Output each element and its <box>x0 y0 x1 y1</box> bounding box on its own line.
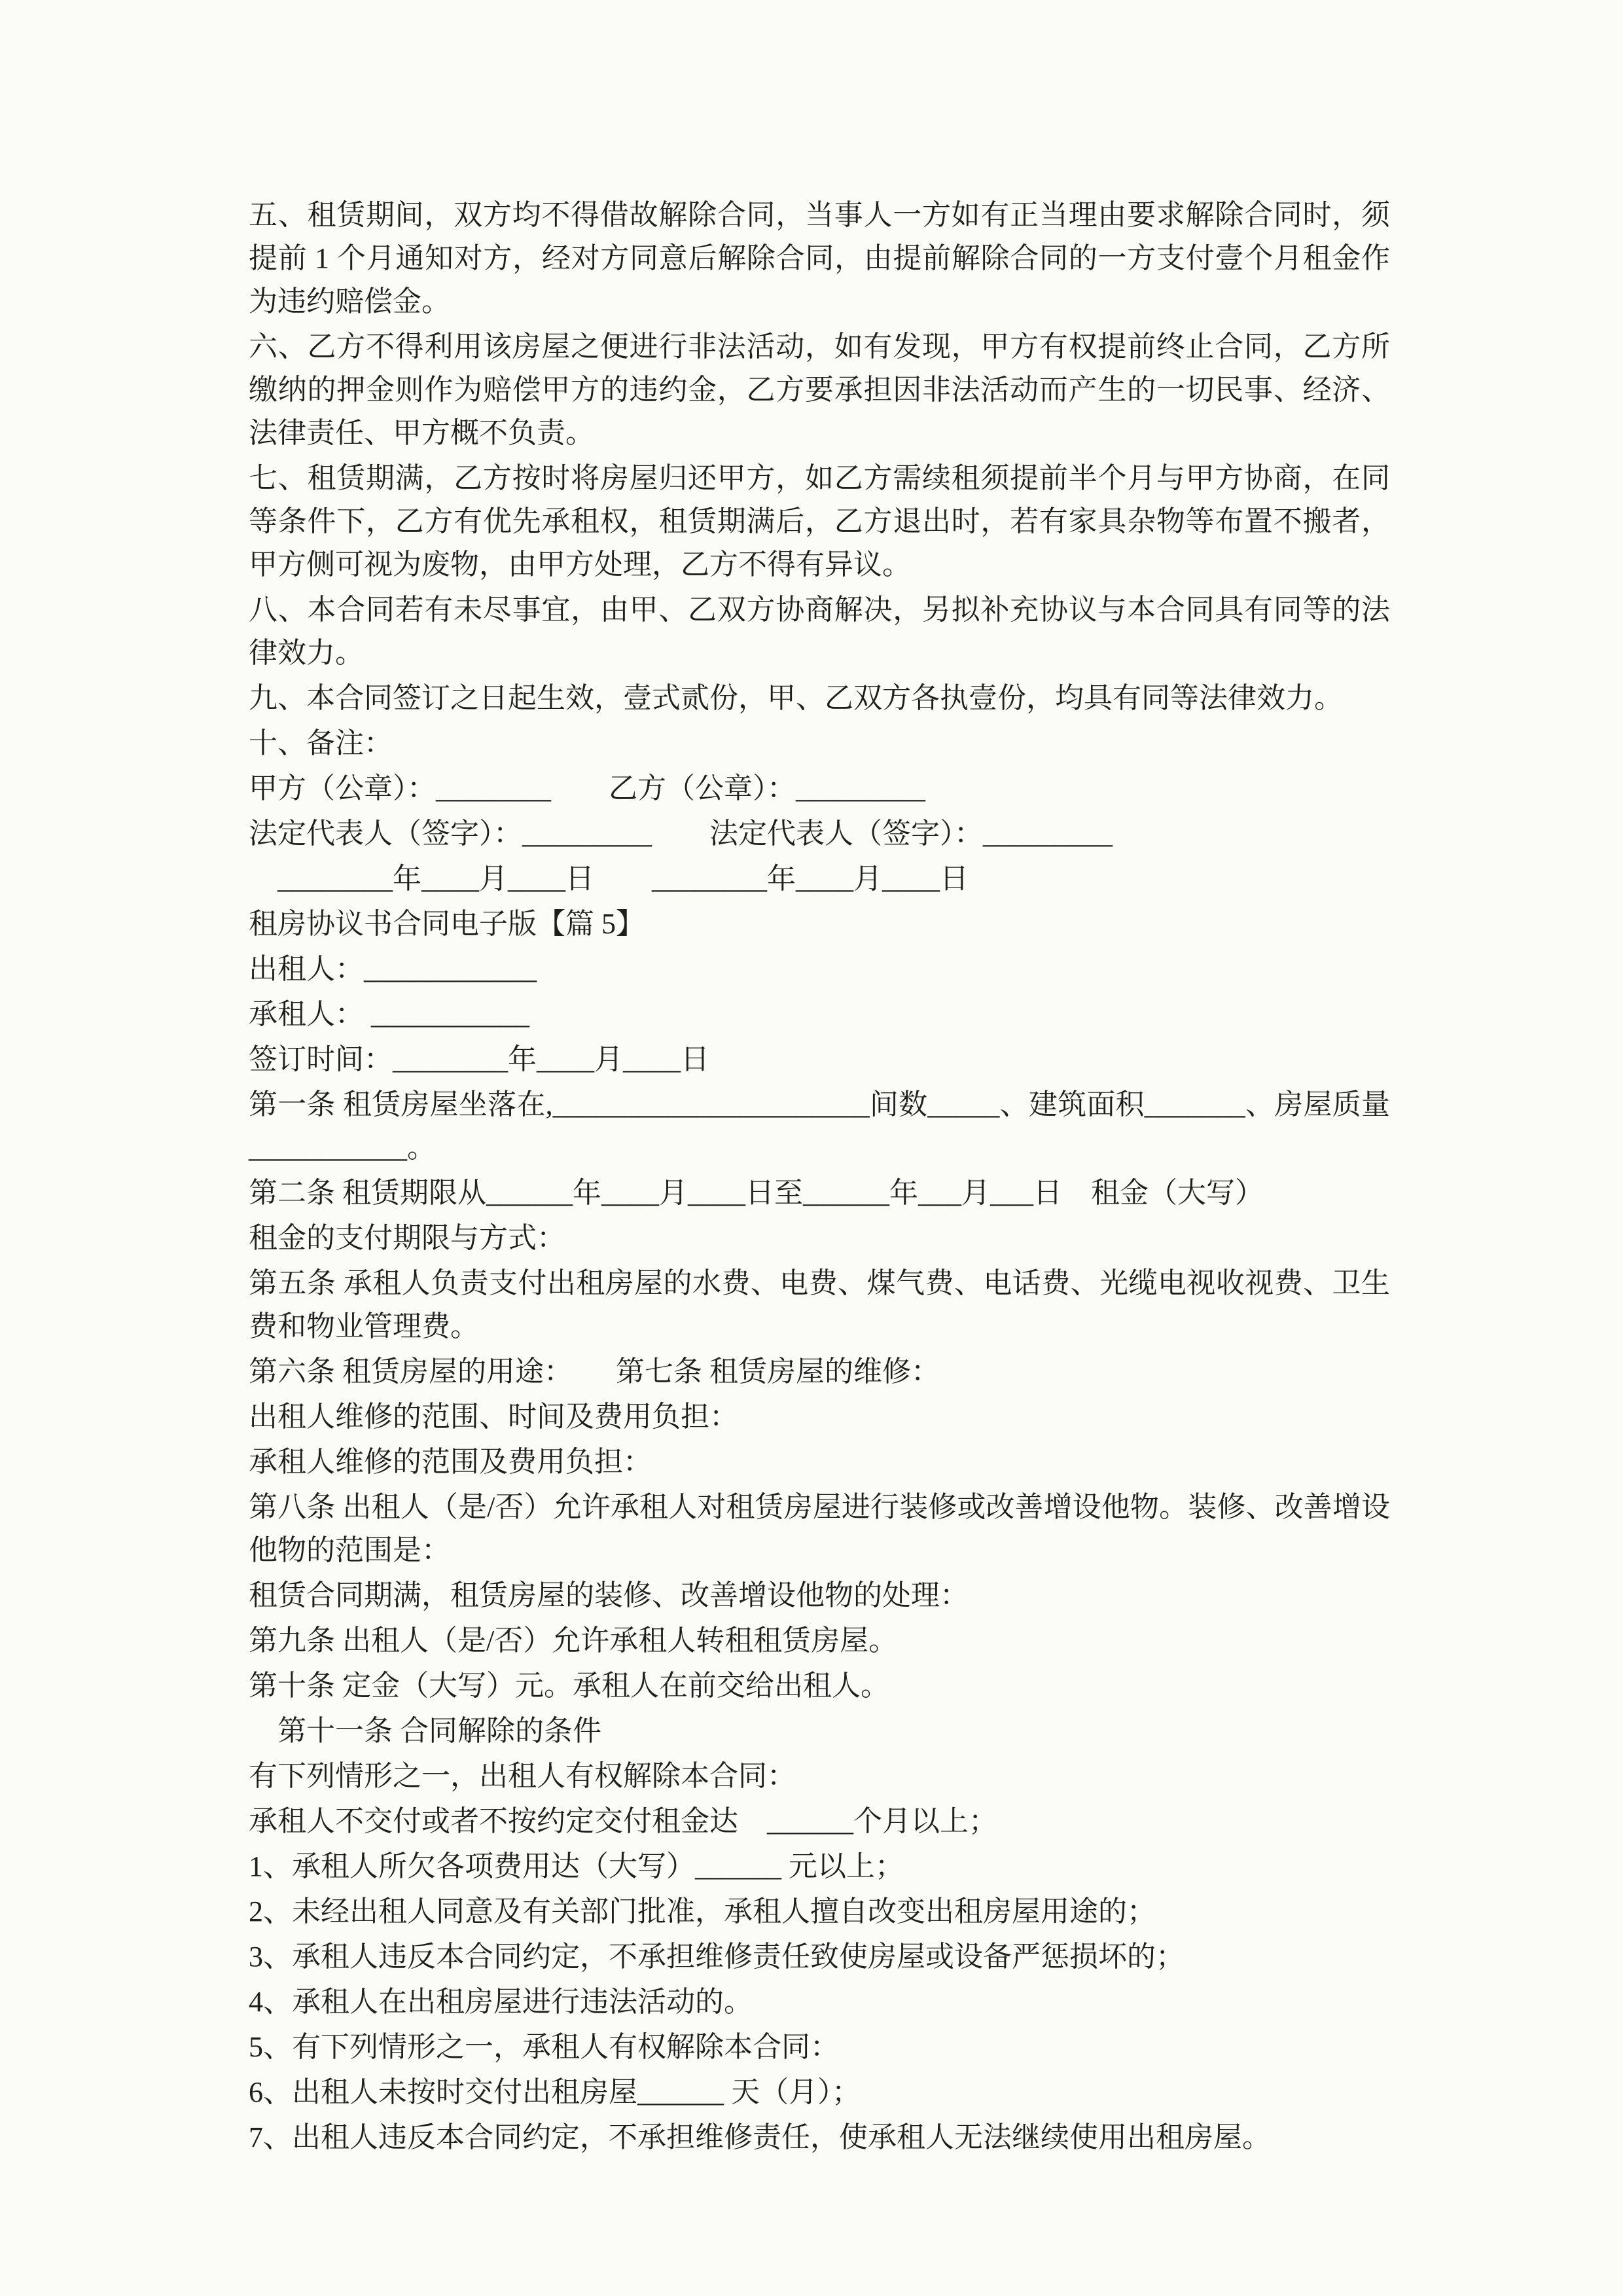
clause-8-supplementary: 八、本合同若有未尽事宜，由甲、乙双方协商解决，另拟补充协议与本合同具有同等的法律效力。 <box>249 594 1390 669</box>
lessee-line: 承租人： ___________ <box>249 998 529 1030</box>
clause-7-lease-expiry: 七、租赁期满，乙方按时将房屋归还甲方，如乙方需续租须提前半个月与甲方协商，在同等条件下，乙方有优先承租权，租赁期满后，乙方退出时，若有家具杂物等布置不搬者，甲方侧可视为废物，由甲方处理，乙方不得有异议。 <box>249 462 1390 581</box>
article-11-title: 第十一条 合同解除的条件 <box>249 1715 601 1747</box>
condition-item-6: 6、出租人未按时交付出租房屋______ 天（月）； <box>249 2076 861 2108</box>
condition-item-2: 2、未经出租人同意及有关部门批准，承租人擅自改变出租房屋用途的； <box>249 1895 1156 1928</box>
article-5-utilities: 第五条 承租人负责支付出租房屋的水费、电费、煤气费、电话费、光缆电视收视费、卫生费和物业管理费。 <box>249 1267 1390 1342</box>
lessor-line: 出租人：____________ <box>249 953 537 985</box>
article-2-lease-term: 第二条 租赁期限从______年____月____日至______年___月___日 租金（大写） <box>249 1177 1264 1209</box>
rent-arrears-line: 承租人不交付或者不按约定交付租金达 ______个月以上； <box>249 1805 997 1837</box>
clause-10-remarks: 十、备注： <box>249 727 393 759</box>
condition-item-5: 5、有下列情形之一，承租人有权解除本合同： <box>249 2031 839 2063</box>
signing-time-line: 签订时间：________年____月____日 <box>249 1043 709 1075</box>
condition-item-3: 3、承租人违反本合同约定，不承担维修责任致使房屋或设备严惩损坏的； <box>249 1941 1185 1973</box>
article-6-7-usage-repair: 第六条 租赁房屋的用途： 第七条 租赁房屋的维修： <box>249 1355 940 1388</box>
lessee-repair-scope-line: 承租人维修的范围及费用负担： <box>249 1446 652 1478</box>
clause-6-illegal-activity: 六、乙方不得利用该房屋之便进行非法活动，如有发现，甲方有权提前终止合同，乙方所缴纳的押金则作为赔偿甲方的违约金，乙方要承担因非法活动而产生的一切民事、经济、法律责任、甲方概不负责。 <box>249 331 1390 449</box>
signature-date-line: ________年____月____日 ________年____月____日 <box>249 863 969 895</box>
lessor-termination-intro: 有下列情形之一，出租人有权解除本合同： <box>249 1760 796 1792</box>
article-1-premises: 第一条 租赁房屋坐落在,______________________间数_____、建筑面积_______、房屋质量___________。 <box>249 1088 1390 1164</box>
section-title-part-5: 租房协议书合同电子版【篇 5】 <box>249 908 645 940</box>
condition-item-4: 4、承租人在出租房屋进行违法活动的。 <box>249 1986 753 2018</box>
rent-payment-line: 租金的支付期限与方式： <box>249 1222 565 1254</box>
party-seal-line: 甲方（公章）：________ 乙方（公章）：_________ <box>249 772 925 804</box>
decoration-handling-line: 租赁合同期满，租赁房屋的装修、改善增设他物的处理： <box>249 1579 969 1611</box>
article-10-deposit: 第十条 定金（大写）元。承租人在前交给出租人。 <box>249 1670 889 1702</box>
legal-representative-line: 法定代表人（签字）：_________ 法定代表人（签字）：_________ <box>249 817 1113 850</box>
clause-5-termination: 五、租赁期间，双方均不得借故解除合同，当事人一方如有正当理由要求解除合同时，须提前 1 个月通知对方，经对方同意后解除合同，由提前解除合同的一方支付壹个月租金作为违约赔偿金。 <box>249 199 1390 317</box>
condition-item-7: 7、出租人违反本合同约定，不承担维修责任，使承租人无法继续使用出租房屋。 <box>249 2121 1271 2153</box>
lessor-repair-scope-line: 出租人维修的范围、时间及费用负担： <box>249 1401 738 1433</box>
article-9-sublease: 第九条 出租人（是/否）允许承租人转租租赁房屋。 <box>249 1624 898 1657</box>
article-8-decoration: 第八条 出租人（是/否）允许承租人对租赁房屋进行装修或改善增设他物。装修、改善增设他物的范围是： <box>249 1491 1390 1566</box>
condition-item-1: 1、承租人所欠各项费用达（大写）______ 元以上； <box>249 1850 904 1882</box>
clause-9-effectiveness: 九、本合同签订之日起生效，壹式贰份，甲、乙双方各执壹份，均具有同等法律效力。 <box>249 682 1343 714</box>
